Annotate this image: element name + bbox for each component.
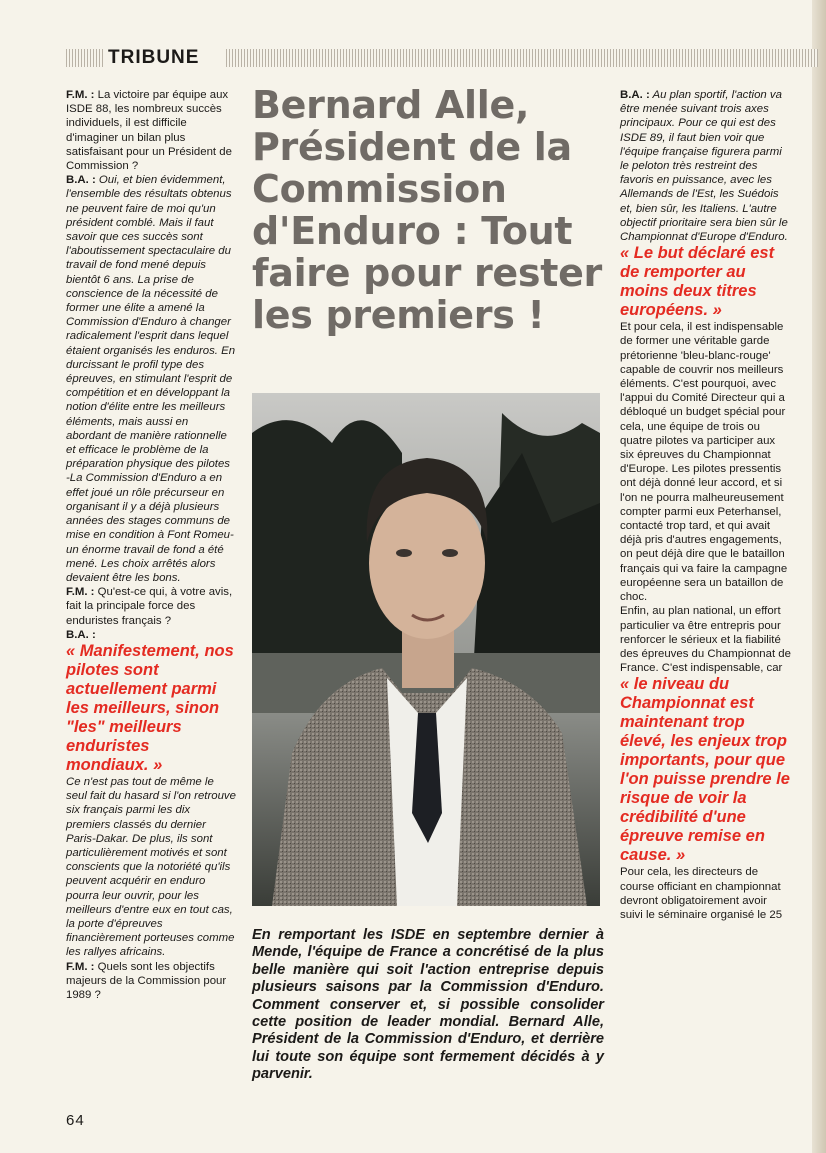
portrait-photo bbox=[252, 393, 600, 906]
page-edge bbox=[812, 0, 826, 1153]
pull-quote: « le niveau du Championnat est maintenant trop élevé, les enjeux trop importants, pour que l'on puisse prendre le risque de voir la crédibilité d'une épreuve remise en cause. » bbox=[620, 675, 790, 865]
speaker-label: F.M. : bbox=[66, 586, 95, 599]
answer-2 bbox=[66, 628, 236, 642]
left-column bbox=[66, 88, 236, 1002]
speaker-label: F.M. : bbox=[66, 89, 95, 101]
answer-3 bbox=[620, 88, 792, 244]
answer-text: Au plan sportif, l'action va être menée suivant trois axes principaux. Pour ce qui est des ISDE 89, il faut bien voir que l'équipe française figurera parmi le peloton très restreint des favoris en puissance, avec les Allemands de l'Est, les Suédois et, bien sûr, les Italiens. L'autre objectif prioritaire sera bien sûr le Championnat d'Europe d'Enduro. bbox=[620, 89, 788, 244]
question-text: La victoire par équipe aux ISDE 88, les nombreux succès individuels, il est difficile d'imaginer un bilan plus satisfaisant pour un Président de Commission ? bbox=[66, 89, 232, 173]
portrait-illustration bbox=[252, 393, 600, 906]
section-label: TRIBUNE bbox=[108, 47, 200, 68]
rubric-hatch-right bbox=[226, 49, 818, 67]
right-column bbox=[620, 88, 792, 922]
speaker-label: B.A. : bbox=[620, 89, 650, 101]
answer-1 bbox=[66, 173, 236, 585]
pull-quote: « Manifestement, nos pilotes sont actuellement parmi les meilleurs, sinon "les" meilleurs enduristes mondiaux. » bbox=[66, 641, 234, 774]
section-rubric bbox=[66, 48, 818, 68]
body-paragraph: Enfin, au plan national, un effort particulier va être entrepris pour renforcer le sérieux et la fiabilité des épreuves du Championnat de France. C'est indispensable, car bbox=[620, 605, 791, 675]
question-1 bbox=[66, 88, 236, 173]
rubric-hatch-left bbox=[66, 49, 104, 67]
question-text: Quels sont les objectifs majeurs de la Commission pour 1989 ? bbox=[66, 960, 227, 1001]
body-paragraph: Pour cela, les directeurs de course officiant en championnat devront obligatoirement avoir suivi le séminaire organisé le 25 bbox=[620, 866, 783, 921]
answer-text: Oui, et bien évidemment, l'ensemble des résultats obtenus ne peuvent faire de moi qu'un président comblé. Mais il faut savoir que ces succès sont l'aboutissement spectaculaire du travail de fond mené depuis bientôt 6 ans. La prise de conscience de la nécessité de former une élite a amené la Commission d'Enduro à changer radicalement l'esprit dans lequel étaient organisés les enduros. En durcissant le profil type des épreuves, en stimulant l'esprit de compétition et en développant la notion d'élite entre les meilleurs éléments, mais aussi en abordant de manière rationnelle et efficace le problème de la préparation physique des pilotes -La Commission d'Enduro a en effet joué un rôle précurseur en organisant il y a déjà plusieurs années des stages communs de mise en condition à Font Romeu- un énorme travail de fond a été mené. Les choix arrêtés alors devaient être les bons. bbox=[66, 174, 236, 584]
speaker-label: F.M. : bbox=[66, 960, 95, 973]
speaker-label: B.A. : bbox=[66, 174, 96, 187]
pull-quote: « Le but déclaré est de remporter au moins deux titres européens. » bbox=[620, 244, 775, 320]
speaker-label: B.A. : bbox=[66, 628, 96, 641]
answer-continuation: Ce n'est pas tout de même le seul fait du hasard si l'on retrouve six français parmi les dix premiers classés du dernier Paris-Dakar. De plus, ils sont particulièrement motivés et sont conscients que la notoriété qu'ils peuvent acquérir en enduro pourra leur ouvrir, pour les meilleurs d'entre eux en tout cas, la porte d'épreuves financièrement porteuses comme les rallyes africains. bbox=[66, 775, 236, 959]
question-2 bbox=[66, 585, 236, 628]
page-number: 64 bbox=[66, 1112, 85, 1129]
standfirst: En remportant les ISDE en septembre dernier à Mende, l'équipe de France a concrétisé de la plus belle manière qui soit l'action entreprise depuis plusieurs saisons par la Commission d'Enduro. Comment conserver et, si possible consolider cette position de leader mondial. Bernard Alle, Président de la Commission d'Enduro, et derrière lui toute son équipe sont fermement décidés à y parvenir. bbox=[252, 927, 604, 1083]
body-paragraph: Et pour cela, il est indispensable de former une véritable garde prétorienne 'bleu-blanc-rouge' capable de couvrir nos meilleurs éléments. C'est pourquoi, avec l'appui du Comité Directeur qui a débloqué un budget spécial pour cela, une équipe de trois ou quatre pilotes va participer aux six épreuves du Championnat d'Europe. Les pilotes pressentis ont déjà donné leur accord, et si l'on ne pourra malheureusement compter parmi eux Peterhansel, contacté trop tard, et qui avait déjà pris d'autres engagements, on peut déjà dire que le bataillon français qui va faire la campagne européenne sera un bataillon de choc. bbox=[620, 321, 788, 604]
question-3 bbox=[66, 960, 236, 1003]
question-text: Qu'est-ce qui, à votre avis, fait la principale force des enduristes français ? bbox=[66, 586, 233, 627]
article-headline: Bernard Alle, Président de la Commission d'Enduro : Tout faire pour rester les premiers ! bbox=[252, 83, 602, 337]
